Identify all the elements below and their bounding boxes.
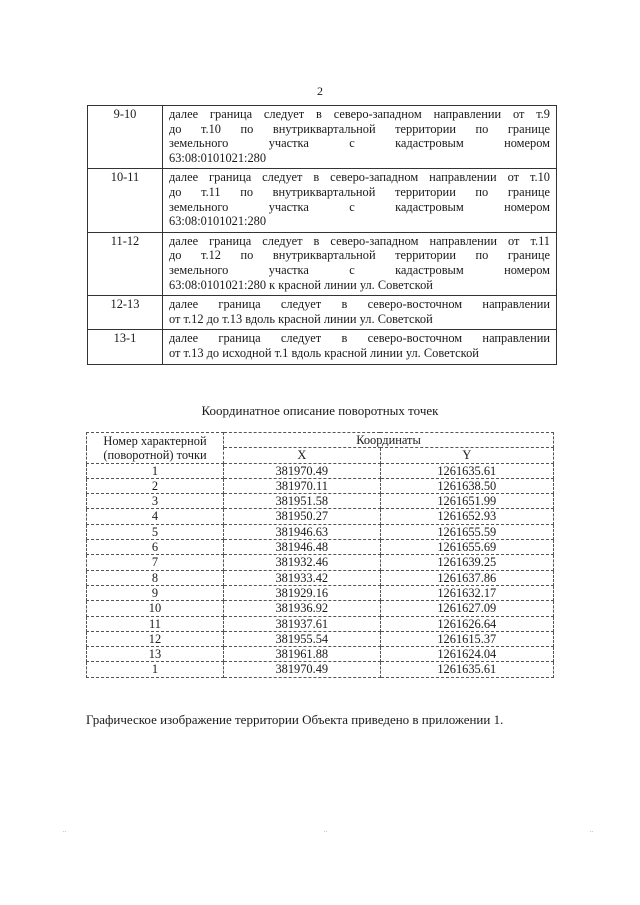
x-value: 381961.88 — [224, 647, 381, 662]
x-value: 381937.61 — [224, 616, 381, 631]
coordinate-row — [87, 631, 554, 646]
x-value: 381933.42 — [224, 570, 381, 585]
point-number: 10 — [87, 601, 224, 616]
segment-row — [88, 232, 557, 295]
segment-row — [88, 169, 557, 232]
segment-description-line: далее граница следует в северо-западном направлении от т.11 — [169, 233, 550, 248]
segment-row — [88, 106, 557, 169]
segment-description-line: от т.12 до т.13 вдоль красной линии ул. Советской — [169, 311, 433, 326]
coordinate-row — [87, 647, 554, 662]
y-value: 1261651.99 — [380, 494, 553, 509]
segment-id: 12-13 — [88, 296, 163, 330]
x-value: 381946.63 — [224, 524, 381, 539]
boundary-segments-table — [87, 105, 557, 365]
y-value: 1261639.25 — [380, 555, 553, 570]
segment-description-line: 63:08:0101021:280 к красной линии ул. Советской — [169, 277, 433, 292]
y-value: 1261632.17 — [380, 585, 553, 600]
point-number: 13 — [87, 647, 224, 662]
x-value: 381970.49 — [224, 662, 381, 677]
segment-description-line: далее граница следует в северо-восточном направлении — [169, 297, 550, 312]
point-number: 8 — [87, 570, 224, 585]
segment-id: 9-10 — [88, 106, 163, 169]
coordinate-row — [87, 570, 554, 585]
y-value: 1261638.50 — [380, 478, 553, 493]
segment-description — [163, 169, 557, 232]
point-number: 12 — [87, 631, 224, 646]
x-value: 381951.58 — [224, 494, 381, 509]
x-value: 381932.46 — [224, 555, 381, 570]
coordinate-row — [87, 601, 554, 616]
coordinates-header: Координаты — [224, 433, 554, 448]
coordinate-row — [87, 524, 554, 539]
segment-description-line: далее граница следует в северо-западном направлении от т.10 — [169, 170, 550, 185]
point-number: 4 — [87, 509, 224, 524]
page-number: 2 — [317, 84, 323, 98]
y-value: 1261637.86 — [380, 570, 553, 585]
segment-description — [163, 296, 557, 330]
y-value: 1261652.93 — [380, 509, 553, 524]
segment-description-line: земельного участка с кадастровым номером — [169, 262, 550, 277]
point-number: 1 — [87, 463, 224, 478]
y-value: 1261655.69 — [380, 540, 553, 555]
coordinate-row — [87, 478, 554, 493]
section-title: Координатное описание поворотных точек — [201, 403, 439, 418]
segment-description — [163, 232, 557, 295]
y-value: 1261635.61 — [380, 463, 553, 478]
segment-description — [163, 106, 557, 169]
scan-mark: .. — [324, 828, 327, 834]
scan-mark: .. — [63, 828, 66, 834]
point-number: 2 — [87, 478, 224, 493]
y-value: 1261626.64 — [380, 616, 553, 631]
segment-row — [88, 296, 557, 330]
x-header: X — [224, 448, 381, 463]
segment-description-line: 63:08:0101021:280 — [169, 150, 267, 165]
coordinate-row — [87, 494, 554, 509]
segment-description — [163, 330, 557, 364]
segment-id: 10-11 — [88, 169, 163, 232]
y-value: 1261635.61 — [380, 662, 553, 677]
segment-id: 11-12 — [88, 232, 163, 295]
segment-description-line: 63:08:0101021:280 — [169, 214, 267, 229]
segment-description-line: далее граница следует в северо-восточном направлении — [169, 331, 550, 346]
segment-description-line: земельного участка с кадастровым номером — [169, 136, 550, 151]
segment-description-line: далее граница следует в северо-западном направлении от т.9 — [169, 107, 550, 121]
segment-row — [88, 330, 557, 364]
x-value: 381970.49 — [224, 463, 381, 478]
coordinate-row — [87, 509, 554, 524]
segment-description-line: до т.12 по внутриквартальной территории по границе — [169, 248, 550, 263]
y-value: 1261655.59 — [380, 524, 553, 539]
y-header: Y — [380, 448, 553, 463]
x-value: 381950.27 — [224, 509, 381, 524]
segment-description-line: земельного участка с кадастровым номером — [169, 199, 550, 214]
x-value: 381929.16 — [224, 585, 381, 600]
point-number: 7 — [87, 555, 224, 570]
segment-description-line: от т.13 до исходной т.1 вдоль красной линии ул. Советской — [169, 345, 479, 360]
y-value: 1261627.09 — [380, 601, 553, 616]
x-value: 381936.92 — [224, 601, 381, 616]
segment-id: 13-1 — [88, 330, 163, 364]
x-value: 381955.54 — [224, 631, 381, 646]
scan-mark: .. — [590, 828, 593, 834]
coordinate-row — [87, 555, 554, 570]
point-number: 9 — [87, 585, 224, 600]
point-number: 6 — [87, 540, 224, 555]
point-number-header: Номер характерной (поворотной) точки — [87, 433, 224, 464]
x-value: 381970.11 — [224, 478, 381, 493]
coordinate-row — [87, 540, 554, 555]
coordinate-row — [87, 662, 554, 677]
y-value: 1261624.04 — [380, 647, 553, 662]
coordinate-row — [87, 585, 554, 600]
coordinate-row — [87, 463, 554, 478]
x-value: 381946.48 — [224, 540, 381, 555]
point-number: 5 — [87, 524, 224, 539]
point-number: 1 — [87, 662, 224, 677]
footer-note: Графическое изображение территории Объекта приведено в приложении 1. — [86, 712, 504, 727]
coordinate-row — [87, 616, 554, 631]
point-number: 11 — [87, 616, 224, 631]
coordinates-table — [86, 432, 554, 678]
point-number: 3 — [87, 494, 224, 509]
segment-description-line: до т.11 по внутриквартальной территории по границе — [169, 184, 550, 199]
segment-description-line: до т.10 по внутриквартальной территории по границе — [169, 121, 550, 136]
y-value: 1261615.37 — [380, 631, 553, 646]
